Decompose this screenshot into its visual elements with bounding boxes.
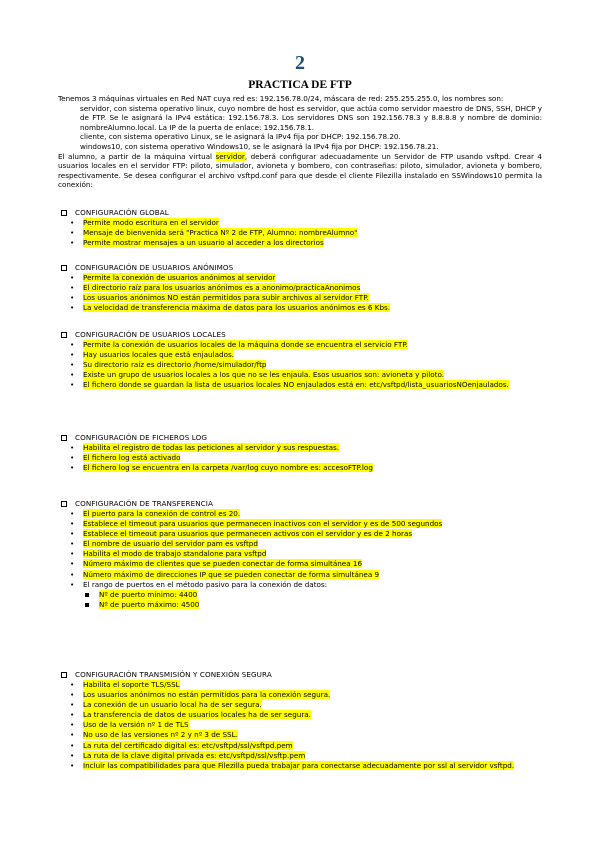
item-text: La transferencia de datos de usuarios locales ha de ser segura. — [83, 710, 311, 720]
item-text: Hay usuarios locales que está enjaulados. — [83, 350, 235, 360]
item-text: Número máximo de clientes que se pueden conectar de forma simultánea 16 — [83, 559, 363, 569]
list-item — [61, 218, 541, 228]
list-item — [61, 350, 541, 360]
bullet-icon: • — [70, 549, 75, 559]
bullet-icon: • — [70, 228, 75, 238]
list-item — [61, 293, 541, 303]
list-item — [61, 580, 541, 590]
list-item — [61, 710, 541, 720]
list-item — [61, 303, 541, 313]
section-heading — [61, 208, 541, 218]
item-text: El nombre de usuario del servidor pam es vsftpd — [83, 539, 258, 549]
section-heading — [61, 433, 541, 443]
bullet-icon: • — [70, 380, 75, 390]
list-item — [61, 570, 541, 580]
list-item — [61, 453, 541, 463]
item-text: Permite la conexión de usuarios locales de la máquina donde se encuentra el servicio FTP. — [83, 340, 408, 349]
list-item — [61, 539, 541, 549]
item-text: No uso de las versiones nº 2 y nº 3 de SSL. — [83, 730, 238, 740]
bullet-icon: • — [70, 569, 75, 579]
intro-paragraph: Tenemos 3 máquinas virtuales en Red NAT cuya red es: 192.156.78.0/24, máscara de red: 255.255.255.0, los nombres son: — [58, 94, 504, 103]
bullet-icon: • — [70, 720, 75, 730]
item-list — [61, 443, 541, 473]
highlighted-word: servidor — [215, 151, 245, 161]
item-text: El puerto para la conexión de control es 20. — [83, 509, 241, 518]
bullet-icon: • — [70, 700, 75, 710]
checkbox-bullet-icon — [61, 210, 67, 216]
intro-paragraph: servidor, con sistema operativo linux, cuyo nombre de host es servidor, que actúa como servidor maestro de DNS, SSH, DHCP y de FTP. Se le asignará la IPv4 estática: 192.156.78.3. Los servidores DNS son 192.156.78.3 y 8.8.8.8 y nombre de dominio: nombreAlumno.local. La IP de la puerta de enlace: 192.156.78.1. — [80, 103, 542, 132]
checkbox-bullet-icon — [61, 332, 67, 338]
sub-item-text: Nº de puerto mínimo: 4400 — [99, 589, 198, 599]
section-title: CONFIGURACIÓN TRANSMISIÓN Y CONEXIÓN SEGURA — [75, 670, 272, 679]
list-item — [61, 380, 541, 390]
section-4 — [61, 499, 541, 611]
bullet-icon: • — [70, 740, 75, 750]
list-item — [61, 360, 541, 370]
list-item — [61, 751, 541, 761]
intro-text-segment: , deberá configurar adecuadamente un Servidor de FTP usando vsftpd. Crear 4 usuarios locales en el servidor FTP: piloto, simulador, avioneta y bombero, con contraseñas: piloto, simulador, avioneta y bombero, respectivamente. Se desea configurar el archivo vsftpd.conf para que desde el cliente Filezilla instalado en SSWindows10 permita la conexión: — [58, 151, 542, 190]
section-heading — [61, 263, 541, 273]
bullet-icon: • — [70, 680, 75, 689]
bullet-icon: • — [70, 760, 75, 770]
item-list — [61, 218, 541, 248]
page-title: PRACTICA DE FTP — [248, 79, 352, 91]
item-text: La velocidad de transferencia máxima de datos para los usuarios anónimos es 6 Kbs. — [83, 303, 391, 313]
section-0 — [61, 208, 541, 248]
bullet-icon: • — [70, 370, 75, 380]
bullet-icon: • — [70, 539, 75, 549]
checkbox-bullet-icon — [61, 435, 67, 441]
bullet-icon: • — [70, 463, 75, 473]
section-heading — [61, 499, 541, 509]
list-item — [61, 730, 541, 740]
item-text: Permite mostrar mensajes a un usuario al acceder a los directorios — [83, 238, 324, 248]
bullet-icon: • — [70, 350, 75, 360]
bullet-icon: • — [70, 750, 75, 760]
bullet-icon: • — [70, 293, 75, 303]
checkbox-bullet-icon — [61, 672, 67, 678]
bullet-icon: • — [70, 303, 75, 313]
bullet-icon: • — [70, 579, 75, 589]
intro-text — [58, 94, 542, 190]
item-text: Uso de la versión nº 1 de TLS — [83, 720, 189, 730]
item-text: Mensaje de bienvenida será "Practica Nº 2 de FTP, Alumno: nombreAlumno" — [83, 228, 358, 238]
list-item — [61, 690, 541, 700]
list-item — [61, 283, 541, 293]
item-text: El fichero log se encuentra en la carpeta /var/log cuyo nombre es: accesoFTP.log — [83, 463, 373, 473]
section-2 — [61, 330, 541, 390]
item-text: Habilita el modo de trabajo standalone para vsftpd — [83, 549, 267, 559]
item-text: El rango de puertos en el método pasivo para la conexión de datos: — [83, 579, 328, 589]
bullet-icon: • — [70, 453, 75, 463]
list-item — [61, 549, 541, 559]
list-item — [61, 519, 541, 529]
square-bullet-icon — [85, 603, 89, 607]
list-item — [61, 761, 541, 771]
item-text: El fichero donde se guardan la lista de usuarios locales NO enjaulados está en: etc/vsftpd/lista_usuariosNOenjaulados. — [83, 380, 509, 390]
item-text: El fichero log está activado — [83, 453, 181, 463]
section-heading — [61, 330, 541, 340]
bullet-icon: • — [70, 730, 75, 740]
item-list — [61, 509, 541, 590]
item-text: Establece el timeout para usuarios que permanecen activos con el servidor y es de 2 horas — [83, 529, 413, 539]
bullet-icon: • — [70, 443, 75, 452]
checkbox-bullet-icon — [61, 501, 67, 507]
list-item — [61, 559, 541, 569]
item-text: Su directorio raíz es directorio /home/simulador/ftp — [83, 360, 267, 370]
sub-list-item — [61, 600, 541, 611]
item-text: Habilita el soporte TLS/SSL — [83, 680, 180, 689]
intro-paragraph: cliente, con sistema operativo Linux, se le asignará la IPv4 fija por DHCP: 192.156.78.20. — [80, 132, 401, 142]
item-text: El directorio raíz para los usuarios anónimos es a anonimo/practicaAnonimos — [83, 283, 361, 293]
item-text: Número máximo de direcciones IP que se pueden conectar de forma simultánea 9 — [83, 569, 380, 579]
list-item — [61, 238, 541, 248]
item-text: La ruta de la clave digital privada es: etc/vsftpd/ssl/vsftp.pem — [83, 750, 306, 760]
bullet-icon: • — [70, 529, 75, 539]
checkbox-bullet-icon — [61, 265, 67, 271]
item-list — [61, 340, 541, 390]
item-text: Los usuarios anónimos no están permitidos para la conexión segura. — [83, 690, 331, 700]
intro-paragraph: windows10, con sistema operativo Windows10, se le asignará la IPv4 fija por DHCP: 192.156.78.21. — [80, 141, 439, 151]
item-text: La conexión de un usuario local ha de ser segura. — [83, 700, 262, 710]
item-text: Los usuarios anónimos NO están permitidos para subir archivos al servidor FTP. — [83, 293, 369, 303]
bullet-icon: • — [70, 340, 75, 349]
list-item — [61, 228, 541, 238]
section-title: CONFIGURACIÓN DE TRANSFERENCIA — [75, 499, 214, 508]
square-bullet-icon — [85, 593, 89, 597]
bullet-icon: • — [70, 710, 75, 720]
item-list — [61, 680, 541, 771]
list-item — [61, 370, 541, 380]
item-text: Establece el timeout para usuarios que permanecen inactivos con el servidor y es de 500 segundos — [83, 519, 443, 529]
list-item — [61, 680, 541, 690]
bullet-icon: • — [70, 360, 75, 370]
bullet-icon: • — [70, 690, 75, 700]
section-title: CONFIGURACIÓN DE USUARIOS ANÓNIMOS — [75, 263, 234, 272]
intro-text-segment: El alumno, a partir de la máquina virtual — [58, 151, 216, 161]
list-item — [61, 463, 541, 473]
list-item — [61, 443, 541, 453]
item-text: Existe un grupo de usuarios locales a los que no se les enjaula. Esos usuarios son: avioneta y piloto. — [83, 370, 445, 380]
sub-item-text: Nº de puerto máximo: 4500 — [99, 600, 200, 610]
bullet-icon: • — [70, 273, 75, 282]
item-list — [61, 273, 541, 313]
list-item — [61, 529, 541, 539]
bullet-icon: • — [70, 519, 75, 529]
list-item — [61, 720, 541, 730]
bullet-icon: • — [70, 559, 75, 569]
section-5 — [61, 670, 541, 771]
section-3 — [61, 433, 541, 473]
bullet-icon: • — [70, 238, 75, 248]
item-text: La ruta del certificado digital es: etc/vsftpd/ssl/vsftpd.pem — [83, 740, 293, 750]
item-text: Permite modo escritura en el servidor — [83, 218, 219, 227]
page-number: 2 — [295, 52, 305, 74]
section-heading — [61, 670, 541, 680]
list-item — [61, 340, 541, 350]
section-title: CONFIGURACIÓN GLOBAL — [75, 208, 169, 217]
list-item — [61, 741, 541, 751]
section-1 — [61, 263, 541, 313]
bullet-icon: • — [70, 283, 75, 293]
section-title: CONFIGURACIÓN DE FICHEROS LOG — [75, 433, 208, 442]
bullet-icon: • — [70, 218, 75, 227]
list-item — [61, 273, 541, 283]
sub-item-list — [61, 590, 541, 611]
intro-paragraph — [58, 152, 542, 190]
item-text: Permite la conexión de usuarios anónimos al servidor — [83, 273, 276, 282]
bullet-icon: • — [70, 509, 75, 518]
list-item — [61, 509, 541, 519]
sub-list-item — [61, 590, 541, 601]
item-text: Incluir las compatibilidades para que Filezilla pueda trabajar para conectarse adecuadamente por ssl al servidor vsftpd. — [83, 760, 515, 770]
item-text: Habilita el registro de todas las peticiones al servidor y sus respuestas. — [83, 443, 340, 452]
section-title: CONFIGURACIÓN DE USUARIOS LOCALES — [75, 330, 226, 339]
list-item — [61, 700, 541, 710]
